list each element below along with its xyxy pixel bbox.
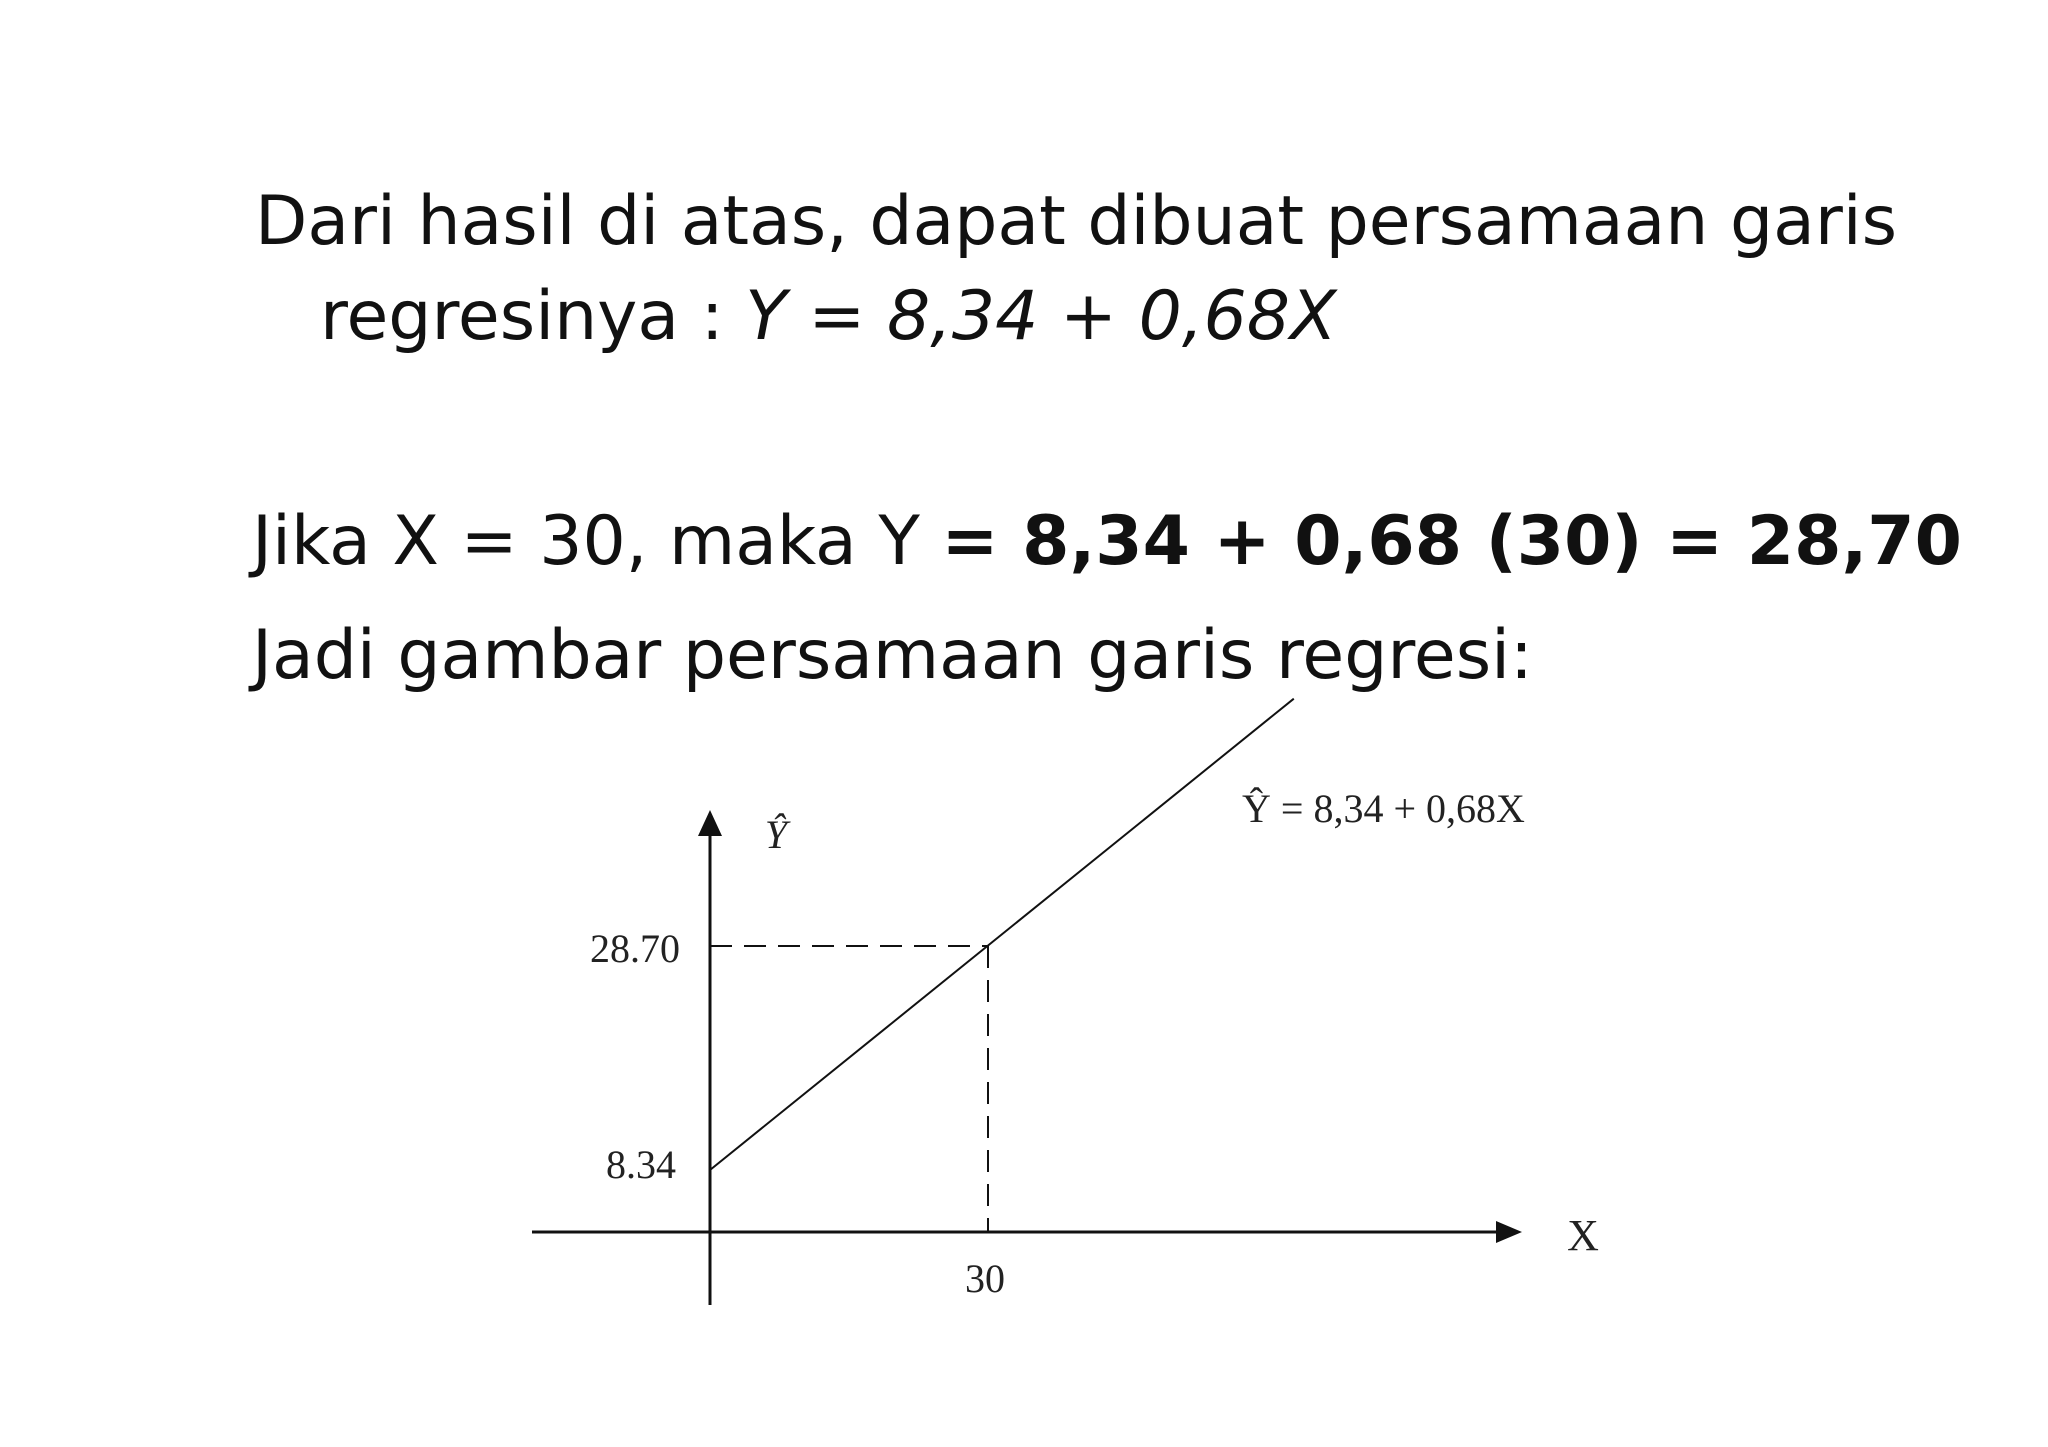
intro-text-line-1: Dari hasil di atas, dapat dibuat persamaan garis [255, 182, 1898, 261]
calculation-prefix: Jika X = 30, maka Y [252, 502, 942, 581]
conclusion-line: Jadi gambar persamaan garis regresi: [252, 616, 1533, 695]
x-axis-arrowhead [1496, 1221, 1522, 1243]
y-axis-label: Ŷ [764, 812, 788, 857]
x-axis-label: X [1567, 1211, 1599, 1260]
y-tick-label-28-70: 28.70 [590, 926, 680, 971]
regression-equation: Y = 8,34 + 0,68X [745, 277, 1337, 356]
regression-equation-label: Ŷ = 8,34 + 0,68X [1242, 786, 1525, 831]
y-tick-label-8-34: 8.34 [606, 1142, 676, 1187]
regression-prefix: regresinya : [320, 277, 746, 356]
x-tick-label-30: 30 [965, 1256, 1005, 1301]
calculation-result: = 8,34 + 0,68 (30) = 28,70 [941, 502, 1962, 581]
regression-line [710, 699, 1294, 1170]
y-axis-arrowhead [698, 810, 722, 836]
